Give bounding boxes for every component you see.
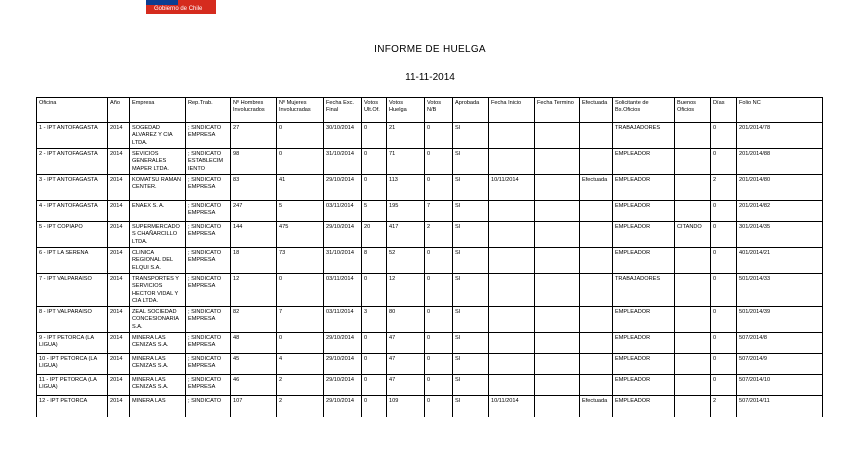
table-cell: 0	[362, 333, 387, 354]
table-cell	[489, 333, 535, 354]
table-cell: 0	[711, 201, 737, 222]
table-cell: ; SINDICATO EMPRESA	[186, 123, 231, 149]
table-cell: 0	[425, 307, 453, 333]
table-cell: 2	[711, 396, 737, 417]
table-cell: 107	[231, 396, 277, 417]
table-cell: 82	[231, 307, 277, 333]
table-cell: SEVICIOS GENERALES MAPER LTDA.	[130, 149, 186, 175]
table-cell	[580, 123, 613, 149]
table-cell: 2014	[108, 354, 130, 375]
table-cell: 0	[277, 149, 324, 175]
table-cell: 0	[425, 354, 453, 375]
table-cell	[535, 375, 580, 396]
table-cell	[535, 248, 580, 274]
table-cell: 2014	[108, 175, 130, 201]
table-row	[37, 375, 823, 396]
table-cell: ; SINDICATO EMPRESA	[186, 201, 231, 222]
table-cell: 507/2014/8	[737, 333, 823, 354]
table-cell: 21	[387, 123, 425, 149]
table-cell: 144	[231, 222, 277, 248]
table-cell: 18	[231, 248, 277, 274]
table-cell	[580, 354, 613, 375]
table-cell: CLINICA REGIONAL DEL ELQUI S.A.	[130, 248, 186, 274]
logo-flag-stripe	[146, 0, 216, 5]
table-cell: 0	[425, 149, 453, 175]
column-header: Año	[108, 98, 130, 123]
table-cell: Efectuada	[580, 396, 613, 417]
table-cell: 20	[362, 222, 387, 248]
table-cell: 0	[711, 307, 737, 333]
table-cell: 71	[387, 149, 425, 175]
table-cell: 195	[387, 201, 425, 222]
table-cell: 7	[277, 307, 324, 333]
strike-report-table	[36, 97, 823, 417]
table-cell: SI	[453, 175, 489, 201]
table-cell: 12 - IPT PETORCA	[37, 396, 108, 417]
table-cell: 201/2014/78	[737, 123, 823, 149]
table-cell: 7 - IPT VALPARAISO	[37, 274, 108, 307]
table-cell: EMPLEADOR	[613, 248, 675, 274]
table-cell: 0	[425, 333, 453, 354]
table-cell: 507/2014/11	[737, 396, 823, 417]
table-cell: 0	[362, 396, 387, 417]
table-cell	[580, 333, 613, 354]
table-row	[37, 248, 823, 274]
table-cell	[535, 307, 580, 333]
report-date: 11-11-2014	[405, 72, 455, 83]
table-cell	[675, 175, 711, 201]
table-cell	[535, 333, 580, 354]
table-cell: 29/10/2014	[324, 354, 362, 375]
table-cell: 0	[711, 123, 737, 149]
table-cell: 475	[277, 222, 324, 248]
table-cell: 109	[387, 396, 425, 417]
table-row	[37, 354, 823, 375]
table-cell: 0	[711, 354, 737, 375]
table-cell: 2	[711, 175, 737, 201]
table-cell	[580, 307, 613, 333]
table-cell	[489, 123, 535, 149]
table-cell: TRABAJADORES	[613, 274, 675, 307]
table-cell	[489, 354, 535, 375]
table-cell: ; SINDICATO EMPRESA	[186, 375, 231, 396]
table-cell: 0	[277, 274, 324, 307]
table-row	[37, 149, 823, 175]
table-cell: 10 - IPT PETORCA (LA LIGUA)	[37, 354, 108, 375]
table-cell: EMPLEADOR	[613, 396, 675, 417]
table-cell: 03/11/2014	[324, 274, 362, 307]
table-cell	[489, 149, 535, 175]
table-cell: 47	[387, 354, 425, 375]
table-cell: 31/10/2014	[324, 248, 362, 274]
table-cell: 0	[425, 123, 453, 149]
table-cell	[489, 222, 535, 248]
table-cell: TRANSPORTES Y SERVICIOS HECTOR VIDAL Y CIA LTDA.	[130, 274, 186, 307]
table-cell	[675, 307, 711, 333]
table-body	[37, 123, 823, 417]
table-cell: 0	[277, 123, 324, 149]
table-header-row	[37, 98, 823, 123]
table-cell: 0	[362, 354, 387, 375]
table-cell: 0	[425, 175, 453, 201]
column-header: Fecha Exc. Final	[324, 98, 362, 123]
table-cell: CITANDO	[675, 222, 711, 248]
table-cell	[535, 149, 580, 175]
table-cell	[675, 333, 711, 354]
table-cell: 2014	[108, 274, 130, 307]
column-header: Votos Ult.Of.	[362, 98, 387, 123]
table-cell: 3 - IPT ANTOFAGASTA	[37, 175, 108, 201]
table-cell: SI	[453, 201, 489, 222]
table-cell: 03/11/2014	[324, 201, 362, 222]
table-row	[37, 175, 823, 201]
table-cell	[489, 248, 535, 274]
table-cell: 1 - IPT ANTOFAGASTA	[37, 123, 108, 149]
table-cell: SI	[453, 274, 489, 307]
table-cell: 73	[277, 248, 324, 274]
table-cell: 2014	[108, 149, 130, 175]
table-row	[37, 333, 823, 354]
table-row	[37, 201, 823, 222]
table-cell: 7	[425, 201, 453, 222]
table-cell	[580, 201, 613, 222]
table-cell: 0	[362, 123, 387, 149]
table-cell: 201/2014/82	[737, 201, 823, 222]
table-cell: 46	[231, 375, 277, 396]
table-cell: 5	[362, 201, 387, 222]
table-cell: 41	[277, 175, 324, 201]
table-cell: 47	[387, 333, 425, 354]
table-cell: ENAEX S. A.	[130, 201, 186, 222]
table-cell: 29/10/2014	[324, 222, 362, 248]
table-cell: 0	[711, 375, 737, 396]
logo-text: Gobierno de Chile	[146, 5, 216, 14]
logo-blue-block	[146, 0, 178, 5]
table-cell: 48	[231, 333, 277, 354]
table-cell: EMPLEADOR	[613, 175, 675, 201]
table-cell: 0	[711, 248, 737, 274]
table-cell	[535, 354, 580, 375]
table-cell: ; SINDICATO EMPRESA	[186, 274, 231, 307]
table-cell: 83	[231, 175, 277, 201]
table-cell: 12	[231, 274, 277, 307]
table-cell: 6 - IPT LA SERENA	[37, 248, 108, 274]
table-cell: SI	[453, 248, 489, 274]
table-cell: 12	[387, 274, 425, 307]
table-cell: SI	[453, 149, 489, 175]
table-cell: ; SINDICATO EMPRESA	[186, 248, 231, 274]
table-cell: 113	[387, 175, 425, 201]
table-cell	[535, 123, 580, 149]
table-cell: 0	[362, 274, 387, 307]
table-cell: 9 - IPT PETORCA (LA LIGUA)	[37, 333, 108, 354]
table-cell: 0	[711, 333, 737, 354]
table-cell: 8 - IPT VALPARAISO	[37, 307, 108, 333]
column-header: Empresa	[130, 98, 186, 123]
table-cell: EMPLEADOR	[613, 354, 675, 375]
table-cell	[535, 175, 580, 201]
table-cell: 8	[362, 248, 387, 274]
table-cell	[489, 201, 535, 222]
table-cell: 2	[425, 222, 453, 248]
table-cell: EMPLEADOR	[613, 149, 675, 175]
table-cell: EMPLEADOR	[613, 222, 675, 248]
table-cell: 0	[362, 375, 387, 396]
table-cell: 401/2014/21	[737, 248, 823, 274]
table-cell: 29/10/2014	[324, 333, 362, 354]
table-cell: ; SINDICATO EMPRESA	[186, 354, 231, 375]
table-cell: 2014	[108, 375, 130, 396]
table-cell: MINERA LAS	[130, 396, 186, 417]
table-cell: 2014	[108, 396, 130, 417]
table-cell: SI	[453, 354, 489, 375]
table-cell	[580, 274, 613, 307]
table-cell: 52	[387, 248, 425, 274]
table-cell: KOMATSU RAMAN CENTER.	[130, 175, 186, 201]
table-cell: 2	[277, 375, 324, 396]
table-cell: 0	[711, 149, 737, 175]
table-cell: EMPLEADOR	[613, 333, 675, 354]
table-cell: SI	[453, 307, 489, 333]
table-cell: 11 - IPT PETORCA (LA LIGUA)	[37, 375, 108, 396]
table-cell	[675, 248, 711, 274]
table-cell: 4 - IPT ANTOFAGASTA	[37, 201, 108, 222]
table-cell: 47	[387, 375, 425, 396]
table-cell: 2014	[108, 248, 130, 274]
table-cell: 29/10/2014	[324, 175, 362, 201]
table-cell: 501/2014/33	[737, 274, 823, 307]
table-cell: SI	[453, 123, 489, 149]
table-cell: 2 - IPT ANTOFAGASTA	[37, 149, 108, 175]
table-cell: 0	[711, 222, 737, 248]
column-header: Folio NC	[737, 98, 823, 123]
table-cell	[675, 396, 711, 417]
table-cell: ; SINDICATO EMPRESA	[186, 222, 231, 248]
table-cell	[489, 375, 535, 396]
table-row	[37, 222, 823, 248]
table-cell	[489, 307, 535, 333]
table-cell: 10/11/2014	[489, 396, 535, 417]
column-header: Aprobada	[453, 98, 489, 123]
table-cell: 5 - IPT COPIAPO	[37, 222, 108, 248]
table-cell	[580, 149, 613, 175]
table-row	[37, 123, 823, 149]
table-cell: 30/10/2014	[324, 123, 362, 149]
table-cell: EMPLEADOR	[613, 375, 675, 396]
table-cell: 5	[277, 201, 324, 222]
table-cell	[535, 222, 580, 248]
table-cell: ZEAL SOCIEDAD CONCESIONARIA S.A.	[130, 307, 186, 333]
table-cell: 2014	[108, 333, 130, 354]
table-cell: 29/10/2014	[324, 396, 362, 417]
table-cell: 0	[425, 274, 453, 307]
table-cell: MINERA LAS CENIZAS S.A.	[130, 333, 186, 354]
table-cell: 98	[231, 149, 277, 175]
table-cell: EMPLEADOR	[613, 201, 675, 222]
table-cell: 301/2014/35	[737, 222, 823, 248]
table-cell: 27	[231, 123, 277, 149]
table-cell: 0	[362, 149, 387, 175]
table-cell: 2014	[108, 201, 130, 222]
table-cell: 03/11/2014	[324, 307, 362, 333]
column-header: Solicitante de Bs.Oficios	[613, 98, 675, 123]
gobierno-de-chile-logo	[146, 0, 216, 16]
table-cell: 417	[387, 222, 425, 248]
table-cell: Efectuada	[580, 175, 613, 201]
table-cell: SUPERMERCADOS CHAÑARCILLO LTDA.	[130, 222, 186, 248]
table-cell	[580, 248, 613, 274]
column-header: Nº Hombres Involucrados	[231, 98, 277, 123]
table-cell	[580, 375, 613, 396]
column-header: Oficina	[37, 98, 108, 123]
table-cell: 2	[277, 396, 324, 417]
table-cell: SI	[453, 396, 489, 417]
table-cell: 0	[425, 248, 453, 274]
column-header: Fecha Inicio	[489, 98, 535, 123]
table-cell: SI	[453, 375, 489, 396]
table-cell: ; SINDICATO	[186, 396, 231, 417]
table-cell	[675, 149, 711, 175]
report-title: INFORME DE HUELGA	[374, 44, 486, 55]
table-cell: 501/2014/39	[737, 307, 823, 333]
table-cell: SI	[453, 222, 489, 248]
table-cell: 2014	[108, 222, 130, 248]
table-cell: 10/11/2014	[489, 175, 535, 201]
column-header: Fecha Termino	[535, 98, 580, 123]
column-header: Votos Huelga	[387, 98, 425, 123]
table-cell	[489, 274, 535, 307]
column-header: Buenos Oficios	[675, 98, 711, 123]
table-cell	[535, 396, 580, 417]
table-cell: ; SINDICATO ESTABLECIM IENTO	[186, 149, 231, 175]
table-cell: 31/10/2014	[324, 149, 362, 175]
table-cell: MINERA LAS CENIZAS S.A.	[130, 354, 186, 375]
table-cell: 201/2014/88	[737, 149, 823, 175]
table-cell: 0	[425, 396, 453, 417]
column-header: Días	[711, 98, 737, 123]
table-cell: 2014	[108, 307, 130, 333]
table-cell: 0	[711, 274, 737, 307]
table-row	[37, 396, 823, 417]
table-cell	[675, 354, 711, 375]
column-header: Rep.Trab.	[186, 98, 231, 123]
table-cell	[535, 274, 580, 307]
table-cell: SOGEDAD ALVAREZ Y CIA LTDA.	[130, 123, 186, 149]
table-cell: ; SINDICATO EMPRESA	[186, 307, 231, 333]
table-cell: 2014	[108, 123, 130, 149]
table-cell	[580, 222, 613, 248]
table-cell: 0	[362, 175, 387, 201]
table-cell: MINERA LAS CENIZAS S.A.	[130, 375, 186, 396]
table-cell: 29/10/2014	[324, 375, 362, 396]
table-cell	[675, 375, 711, 396]
table-cell	[675, 274, 711, 307]
table-cell	[535, 201, 580, 222]
table-cell: 3	[362, 307, 387, 333]
table-row	[37, 274, 823, 307]
column-header: Efectuada	[580, 98, 613, 123]
table-cell: 507/2014/10	[737, 375, 823, 396]
table-cell: 201/2014/80	[737, 175, 823, 201]
table-cell: SI	[453, 333, 489, 354]
table-cell: EMPLEADOR	[613, 307, 675, 333]
table-cell: 0	[425, 375, 453, 396]
column-header: Votos N/B	[425, 98, 453, 123]
table-cell: 45	[231, 354, 277, 375]
table-cell: ; SINDICATO EMPRESA	[186, 333, 231, 354]
table-cell: 4	[277, 354, 324, 375]
table-cell	[675, 201, 711, 222]
logo-red-block	[178, 0, 216, 5]
table-row	[37, 307, 823, 333]
table-cell: 507/2014/9	[737, 354, 823, 375]
column-header: Nº Mujeres Involucradas	[277, 98, 324, 123]
table-cell: 80	[387, 307, 425, 333]
table-cell: 247	[231, 201, 277, 222]
table-cell	[675, 123, 711, 149]
table-cell: ; SINDICATO EMPRESA	[186, 175, 231, 201]
table-cell: TRABAJADORES	[613, 123, 675, 149]
table-cell: 0	[277, 333, 324, 354]
